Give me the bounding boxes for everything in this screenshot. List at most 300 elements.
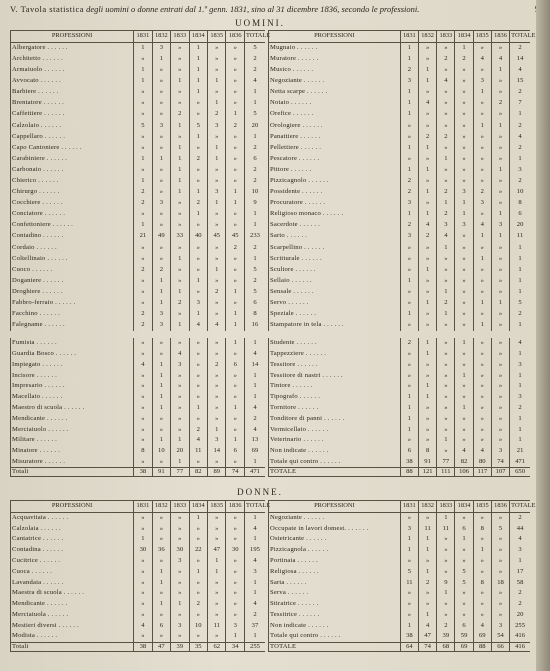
profession-name: Ostetricante . . . . . . xyxy=(269,534,401,545)
row-total: 4 xyxy=(244,599,265,610)
year-count: 1 xyxy=(208,142,226,153)
year-count: 1 xyxy=(208,198,226,209)
year-count: 4 xyxy=(455,446,473,457)
year-count: 2 xyxy=(208,109,226,120)
year-total: 111 xyxy=(437,468,455,477)
year-count: 2 xyxy=(455,54,473,65)
year-total: 121 xyxy=(418,468,436,477)
table-row xyxy=(11,54,266,65)
year-count: » xyxy=(437,360,455,371)
year-count: 1 xyxy=(418,76,436,87)
year-count: 1 xyxy=(400,43,418,54)
row-total: 3 xyxy=(510,165,530,176)
year-count: » xyxy=(134,165,152,176)
year-count: 8 xyxy=(418,446,436,457)
year-count: » xyxy=(455,242,473,253)
profession-name: Sarto . . . . . . xyxy=(269,231,401,242)
year-count: 2 xyxy=(208,287,226,298)
year-count: 1 xyxy=(189,87,207,98)
year-total: 82 xyxy=(189,468,207,477)
year-count: 1 xyxy=(437,242,455,253)
year-count: » xyxy=(437,338,455,349)
year-count: 3 xyxy=(491,620,509,631)
year-count: » xyxy=(418,275,436,286)
row-total: 1 xyxy=(510,253,530,264)
year-count: 3 xyxy=(152,320,170,331)
year-count: » xyxy=(134,414,152,425)
profession-name: Religioso monaco . . . . . . xyxy=(269,209,401,220)
year-count: 6 xyxy=(226,446,244,457)
year-count: » xyxy=(134,131,152,142)
year-count: » xyxy=(134,424,152,435)
year-count: » xyxy=(152,87,170,98)
row-total: 44 xyxy=(510,523,530,534)
year-count: » xyxy=(189,253,207,264)
year-count: 1 xyxy=(400,414,418,425)
row-total: 255 xyxy=(510,620,530,631)
year-count: » xyxy=(437,176,455,187)
year-count: 3 xyxy=(171,556,189,567)
year-count: » xyxy=(455,153,473,164)
year-count: 1 xyxy=(400,545,418,556)
table-row xyxy=(11,414,266,425)
year-count: 4 xyxy=(437,231,455,242)
year-count: » xyxy=(189,381,207,392)
year-total: 35 xyxy=(189,642,207,651)
header-year: 1831 xyxy=(134,501,152,513)
row-total: 21 xyxy=(510,446,530,457)
year-total: 39 xyxy=(171,642,189,651)
year-count: 1 xyxy=(473,87,491,98)
row-total: 5 xyxy=(510,298,530,309)
profession-name: Confettoniere . . . . . . xyxy=(11,220,134,231)
row-total: 1 xyxy=(510,264,530,275)
year-count: 6 xyxy=(455,620,473,631)
year-count: » xyxy=(491,566,509,577)
year-count: » xyxy=(418,253,436,264)
year-total: 117 xyxy=(473,468,491,477)
year-count: 9 xyxy=(437,577,455,588)
year-count: 1 xyxy=(208,556,226,567)
year-count: » xyxy=(437,424,455,435)
year-count: » xyxy=(473,43,491,54)
profession-name: Tappezziere . . . . . . xyxy=(269,349,401,360)
year-count: 5 xyxy=(455,577,473,588)
year-count: 5 xyxy=(491,523,509,534)
year-count: » xyxy=(437,392,455,403)
year-count: » xyxy=(400,287,418,298)
year-count: » xyxy=(400,360,418,371)
year-count: » xyxy=(134,209,152,220)
women-section-title: DONNE. xyxy=(237,487,283,497)
row-total: 8 xyxy=(244,309,265,320)
year-count: » xyxy=(208,588,226,599)
year-count: » xyxy=(134,142,152,153)
row-total: 2 xyxy=(510,43,530,54)
header-year: 1834 xyxy=(455,31,473,43)
year-count: » xyxy=(226,153,244,164)
year-count: » xyxy=(226,65,244,76)
year-count: 1 xyxy=(437,588,455,599)
profession-name: Doganiere . . . . . . xyxy=(11,275,134,286)
table-row xyxy=(11,142,266,153)
profession-name: Pescatore . . . . . . xyxy=(269,153,401,164)
year-count: » xyxy=(152,76,170,87)
year-count: 3 xyxy=(226,620,244,631)
year-count: 1 xyxy=(171,76,189,87)
year-count: » xyxy=(226,610,244,621)
year-total: 106 xyxy=(455,468,473,477)
year-count: » xyxy=(134,513,152,524)
row-total: 1 xyxy=(244,220,265,231)
year-count: » xyxy=(208,631,226,642)
year-count: 1 xyxy=(400,534,418,545)
year-count: 4 xyxy=(473,446,491,457)
totals-row xyxy=(269,468,531,477)
year-total: 88 xyxy=(473,642,491,651)
profession-name: Macellaio . . . . . . xyxy=(11,392,134,403)
profession-name: Studente . . . . . . xyxy=(269,338,401,349)
year-count: 1 xyxy=(134,153,152,164)
year-count: » xyxy=(491,403,509,414)
table-header-row xyxy=(11,501,266,513)
row-total: 5 xyxy=(244,264,265,275)
row-total: 6 xyxy=(244,298,265,309)
year-count: » xyxy=(437,165,455,176)
year-count: » xyxy=(171,131,189,142)
year-count: 49 xyxy=(152,231,170,242)
year-count: » xyxy=(189,577,207,588)
year-count: » xyxy=(491,287,509,298)
year-count: » xyxy=(134,109,152,120)
year-count: » xyxy=(226,54,244,65)
year-count: 3 xyxy=(400,523,418,534)
year-count: » xyxy=(226,349,244,360)
header-year: 1832 xyxy=(418,501,436,513)
year-total: 38 xyxy=(134,642,152,651)
row-total: 3 xyxy=(510,392,530,403)
year-count: » xyxy=(134,577,152,588)
year-count: 1 xyxy=(400,309,418,320)
year-count: 1 xyxy=(152,275,170,286)
year-count: » xyxy=(226,556,244,567)
year-count: 2 xyxy=(152,264,170,275)
year-count: 1 xyxy=(152,360,170,371)
year-count: » xyxy=(226,534,244,545)
profession-name: Brentatore . . . . . . xyxy=(11,98,134,109)
table-row xyxy=(11,220,266,231)
profession-name: Albergatore . . . . . . xyxy=(11,43,134,54)
year-count: 2 xyxy=(400,338,418,349)
year-count: 1 xyxy=(473,298,491,309)
profession-name: Tornitore . . . . . . xyxy=(269,403,401,414)
row-total: 14 xyxy=(244,360,265,371)
year-count: 2 xyxy=(400,176,418,187)
year-count: » xyxy=(400,370,418,381)
year-count: » xyxy=(473,242,491,253)
profession-name: Musico . . . . . . xyxy=(269,65,401,76)
table-row xyxy=(11,131,266,142)
year-count: » xyxy=(473,209,491,220)
year-count: » xyxy=(134,403,152,414)
profession-name: Procuratore . . . . . . xyxy=(269,198,401,209)
year-count: » xyxy=(418,242,436,253)
table-row xyxy=(269,610,531,621)
table-row xyxy=(11,620,266,631)
year-count: 1 xyxy=(189,131,207,142)
year-count: 1 xyxy=(152,566,170,577)
year-count: 1 xyxy=(208,76,226,87)
year-count: 47 xyxy=(418,631,436,642)
header-year: 1834 xyxy=(455,501,473,513)
year-count: » xyxy=(171,424,189,435)
year-count: » xyxy=(400,131,418,142)
row-total: 58 xyxy=(510,577,530,588)
year-count: 10 xyxy=(189,620,207,631)
year-count: 1 xyxy=(134,176,152,187)
year-count: 3 xyxy=(437,220,455,231)
year-count: » xyxy=(437,98,455,109)
header-total: TOTALE xyxy=(244,501,265,513)
year-count: 1 xyxy=(473,320,491,331)
year-count: 1 xyxy=(152,54,170,65)
year-count: » xyxy=(152,523,170,534)
year-count: 3 xyxy=(152,120,170,131)
year-count: » xyxy=(418,287,436,298)
year-count: » xyxy=(208,176,226,187)
row-total: 5 xyxy=(244,43,265,54)
table-row xyxy=(11,320,266,331)
year-count: 2 xyxy=(473,187,491,198)
table-row xyxy=(269,414,531,425)
year-count: 2 xyxy=(437,298,455,309)
table-row xyxy=(269,176,531,187)
year-count: » xyxy=(418,54,436,65)
row-total: 471 xyxy=(510,457,530,468)
year-count: 1 xyxy=(226,338,244,349)
year-count: 4 xyxy=(134,360,152,371)
year-count: » xyxy=(208,298,226,309)
year-count: » xyxy=(491,198,509,209)
year-count: » xyxy=(171,209,189,220)
profession-name: Portinaia . . . . . . xyxy=(269,556,401,567)
year-count: 1 xyxy=(226,320,244,331)
year-count: » xyxy=(226,513,244,524)
year-count: » xyxy=(152,131,170,142)
year-count: 1 xyxy=(491,298,509,309)
year-count: » xyxy=(171,513,189,524)
header-lead: V. Tavola statistica xyxy=(10,4,85,14)
table-row xyxy=(269,338,531,349)
year-count: 1 xyxy=(491,231,509,242)
year-count: 20 xyxy=(171,446,189,457)
year-count: 5 xyxy=(400,566,418,577)
row-total: 1 xyxy=(510,370,530,381)
year-count: 1 xyxy=(226,198,244,209)
year-count: » xyxy=(226,87,244,98)
profession-name: Guardia Bosco . . . . . . xyxy=(11,349,134,360)
profession-name: Architetto . . . . . . xyxy=(11,54,134,65)
year-count: » xyxy=(226,264,244,275)
year-count: » xyxy=(171,98,189,109)
year-count: » xyxy=(491,87,509,98)
profession-name: Negoziante . . . . . . xyxy=(269,76,401,87)
row-total: 2 xyxy=(244,54,265,65)
year-count: » xyxy=(491,109,509,120)
year-count: » xyxy=(171,610,189,621)
profession-name: Acquavitaia . . . . . . xyxy=(11,513,134,524)
year-count: » xyxy=(152,209,170,220)
year-count: 1 xyxy=(134,534,152,545)
year-count: » xyxy=(152,165,170,176)
profession-name: Militare . . . . . . xyxy=(11,435,134,446)
year-count: » xyxy=(189,349,207,360)
year-count: » xyxy=(418,556,436,567)
header-year: 1833 xyxy=(437,31,455,43)
year-count: » xyxy=(418,320,436,331)
row-total: 195 xyxy=(244,545,265,556)
row-total: 2 xyxy=(244,165,265,176)
year-count: » xyxy=(208,403,226,414)
year-count: » xyxy=(418,198,436,209)
row-total: 37 xyxy=(244,620,265,631)
year-count: 2 xyxy=(226,242,244,253)
header-year: 1832 xyxy=(152,31,170,43)
year-count: » xyxy=(226,142,244,153)
table-row xyxy=(269,65,531,76)
table-row xyxy=(11,242,266,253)
row-total: 1 xyxy=(510,435,530,446)
year-count: » xyxy=(189,588,207,599)
year-count: » xyxy=(226,298,244,309)
year-count: » xyxy=(418,414,436,425)
year-count: 3 xyxy=(473,198,491,209)
year-count: » xyxy=(226,392,244,403)
year-count: » xyxy=(189,414,207,425)
year-count: 2 xyxy=(189,153,207,164)
year-count: » xyxy=(418,588,436,599)
year-count: 3 xyxy=(400,198,418,209)
table-row xyxy=(269,209,531,220)
year-count: » xyxy=(171,198,189,209)
year-count: 2 xyxy=(134,309,152,320)
year-count: 1 xyxy=(189,54,207,65)
year-count: » xyxy=(226,98,244,109)
year-total: 34 xyxy=(226,642,244,651)
table-row xyxy=(11,187,266,198)
row-total: 4 xyxy=(510,131,530,142)
table-row xyxy=(11,298,266,309)
year-count: » xyxy=(473,153,491,164)
year-count: » xyxy=(455,588,473,599)
year-count: 1 xyxy=(171,435,189,446)
year-count: 4 xyxy=(491,54,509,65)
year-count: » xyxy=(134,610,152,621)
year-count: » xyxy=(152,414,170,425)
header-year: 1831 xyxy=(400,31,418,43)
year-count: 5 xyxy=(189,120,207,131)
year-total: 89 xyxy=(208,468,226,477)
profession-name: Maestra di scuola . . . . . . xyxy=(11,588,134,599)
year-count: » xyxy=(455,349,473,360)
year-count: » xyxy=(134,287,152,298)
totals-label: TOTALE xyxy=(269,468,401,477)
year-count: 1 xyxy=(473,253,491,264)
year-count: 2 xyxy=(189,198,207,209)
year-count: 1 xyxy=(418,610,436,621)
year-count: » xyxy=(208,54,226,65)
row-total: 1 xyxy=(244,631,265,642)
row-total: 2 xyxy=(510,599,530,610)
year-count: 2 xyxy=(437,187,455,198)
year-count: 3 xyxy=(208,120,226,131)
year-count: 1 xyxy=(491,65,509,76)
profession-name: Cuoca . . . . . . xyxy=(11,566,134,577)
year-count: » xyxy=(208,370,226,381)
table-row xyxy=(11,424,266,435)
header-year: 1835 xyxy=(473,31,491,43)
year-count: » xyxy=(189,534,207,545)
year-count: » xyxy=(437,43,455,54)
year-count: » xyxy=(152,253,170,264)
table-row xyxy=(11,349,266,360)
profession-name: Tessitrice . . . . . . xyxy=(269,610,401,621)
row-total: 2 xyxy=(510,142,530,153)
year-count: » xyxy=(171,220,189,231)
year-count: 1 xyxy=(437,198,455,209)
year-count: » xyxy=(455,264,473,275)
year-count: 1 xyxy=(152,392,170,403)
year-count: 1 xyxy=(208,153,226,164)
table-row xyxy=(269,264,531,275)
profession-name: Merciaiuolo . . . . . . xyxy=(11,424,134,435)
profession-name: Falegname . . . . . . xyxy=(11,320,134,331)
profession-name: Pittore . . . . . . xyxy=(269,165,401,176)
year-count: » xyxy=(134,523,152,534)
profession-name: Sacerdote . . . . . . xyxy=(269,220,401,231)
year-count: » xyxy=(152,610,170,621)
year-count: » xyxy=(400,253,418,264)
table-row xyxy=(11,275,266,286)
year-count: 1 xyxy=(437,435,455,446)
year-count: 1 xyxy=(171,176,189,187)
year-count: » xyxy=(473,424,491,435)
profession-name: Orefice . . . . . . xyxy=(269,109,401,120)
profession-name: Mugnaio . . . . . . xyxy=(269,43,401,54)
table-row xyxy=(269,534,531,545)
year-count: » xyxy=(491,264,509,275)
year-count: 2 xyxy=(491,98,509,109)
year-count: 4 xyxy=(418,98,436,109)
year-count: » xyxy=(491,153,509,164)
year-count: » xyxy=(491,588,509,599)
year-count: 2 xyxy=(134,320,152,331)
year-count: 3 xyxy=(208,435,226,446)
year-count: 33 xyxy=(171,231,189,242)
row-total: 17 xyxy=(510,566,530,577)
profession-name: Totale qui contro . . . . . . xyxy=(269,631,401,642)
table-row xyxy=(11,381,266,392)
year-count: » xyxy=(208,43,226,54)
year-count: 80 xyxy=(473,457,491,468)
year-count: 2 xyxy=(208,360,226,371)
year-count: 1 xyxy=(171,320,189,331)
women-table-left xyxy=(10,500,271,652)
table-row xyxy=(269,349,531,360)
row-total: 2 xyxy=(244,176,265,187)
year-count: » xyxy=(418,599,436,610)
year-count: 8 xyxy=(134,446,152,457)
